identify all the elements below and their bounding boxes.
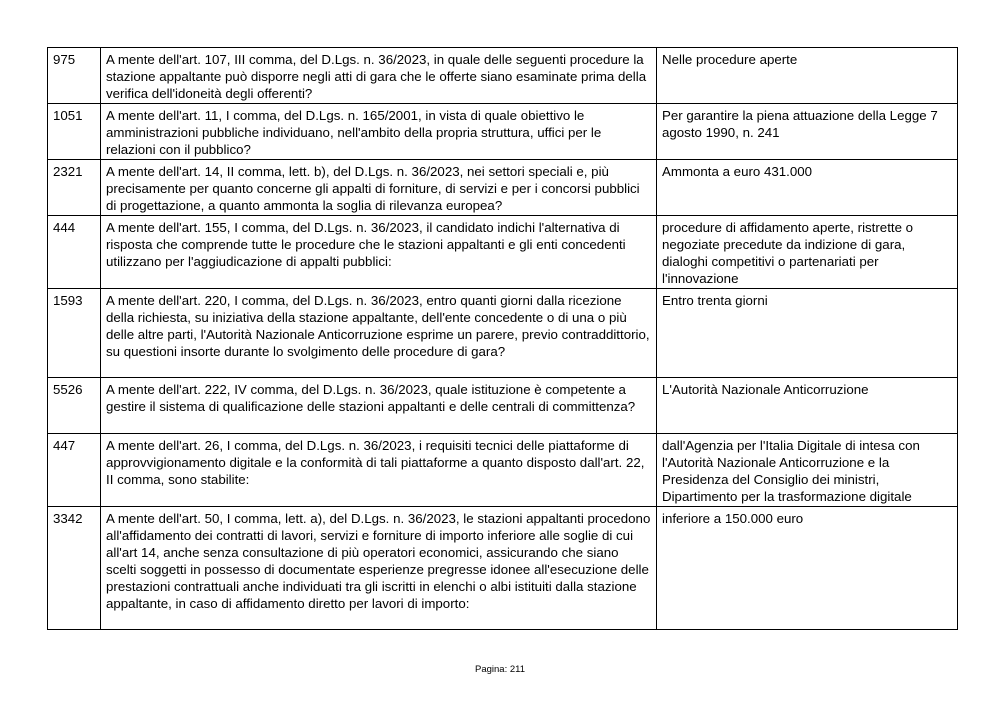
question-id: 447 [48,434,101,507]
question-text: A mente dell'art. 11, I comma, del D.Lgs. n. 165/2001, in vista di quale obiettivo le amministrazioni pubbliche individuano, nell'ambito della propria struttura, uffici per le relazioni con il pubblico? [101,104,657,160]
table-row [48,160,958,216]
table-row [48,216,958,289]
table-row [48,378,958,434]
question-id: 444 [48,216,101,289]
question-text: A mente dell'art. 155, I comma, del D.Lgs. n. 36/2023, il candidato indichi l'alternativa di risposta che comprende tutte le procedure che le stazioni appaltanti e gli enti concedenti utilizzano per l'aggiudicazione di appalti pubblici: [101,216,657,289]
question-text: A mente dell'art. 14, II comma, lett. b), del D.Lgs. n. 36/2023, nei settori speciali e, più precisamente per quanto concerne gli appalti di forniture, di servizi e per i concorsi pubblici di progettazione, a quanto ammonta la soglia di rilevanza europea? [101,160,657,216]
question-id: 1051 [48,104,101,160]
question-id: 1593 [48,289,101,378]
questions-table [47,47,958,630]
table-row [48,434,958,507]
question-id: 5526 [48,378,101,434]
table-row [48,104,958,160]
answer-text: Ammonta a euro 431.000 [657,160,958,216]
answer-text: dall'Agenzia per l'Italia Digitale di intesa con l'Autorità Nazionale Anticorruzione e la Presidenza del Consiglio dei ministri, Dipartimento per la trasformazione digitale [657,434,958,507]
answer-text: Nelle procedure aperte [657,48,958,104]
answer-text: inferiore a 150.000 euro [657,507,958,630]
answer-text: Per garantire la piena attuazione della Legge 7 agosto 1990, n. 241 [657,104,958,160]
question-id: 2321 [48,160,101,216]
table-row [48,507,958,630]
answer-text: Entro trenta giorni [657,289,958,378]
question-id: 3342 [48,507,101,630]
table-row [48,289,958,378]
question-text: A mente dell'art. 50, I comma, lett. a), del D.Lgs. n. 36/2023, le stazioni appaltanti procedono all'affidamento dei contratti di lavori, servizi e forniture di importo inferiore alle soglie di cui all'art 14, anche senza consultazione di più operatori economici, assicurando che siano scelti soggetti in possesso di documentate esperienze pregresse idonee all'esecuzione delle prestazioni contrattuali anche individuati tra gli iscritti in elenchi o albi istituiti dalla stazione appaltante, in caso di affidamento diretto per lavori di importo: [101,507,657,630]
question-id: 975 [48,48,101,104]
page-number: Pagina: 211 [474,664,525,675]
question-text: A mente dell'art. 222, IV comma, del D.Lgs. n. 36/2023, quale istituzione è competente a gestire il sistema di qualificazione delle stazioni appaltanti e delle centrali di committenza? [101,378,657,434]
answer-text: procedure di affidamento aperte, ristrette o negoziate precedute da indizione di gara, dialoghi competitivi o partenariati per l'innovazione [657,216,958,289]
table-row [48,48,958,104]
question-text: A mente dell'art. 107, III comma, del D.Lgs. n. 36/2023, in quale delle seguenti procedure la stazione appaltante può disporre negli atti di gara che le offerte siano esaminate prima della verifica dell'idoneità degli offerenti? [101,48,657,104]
answer-text: L'Autorità Nazionale Anticorruzione [657,378,958,434]
question-text: A mente dell'art. 26, I comma, del D.Lgs. n. 36/2023, i requisiti tecnici delle piattaforme di approvvigionamento digitale e la conformità di tali piattaforme a quanto disposto dall'art. 22, II comma, sono stabilite: [101,434,657,507]
question-text: A mente dell'art. 220, I comma, del D.Lgs. n. 36/2023, entro quanti giorni dalla ricezione della richiesta, su iniziativa della stazione appaltante, dell'ente concedente o di una o più delle altre parti, l'Autorità Nazionale Anticorruzione esprime un parere, previo contraddittorio, su questioni insorte durante lo svolgimento delle procedure di gara? [101,289,657,378]
